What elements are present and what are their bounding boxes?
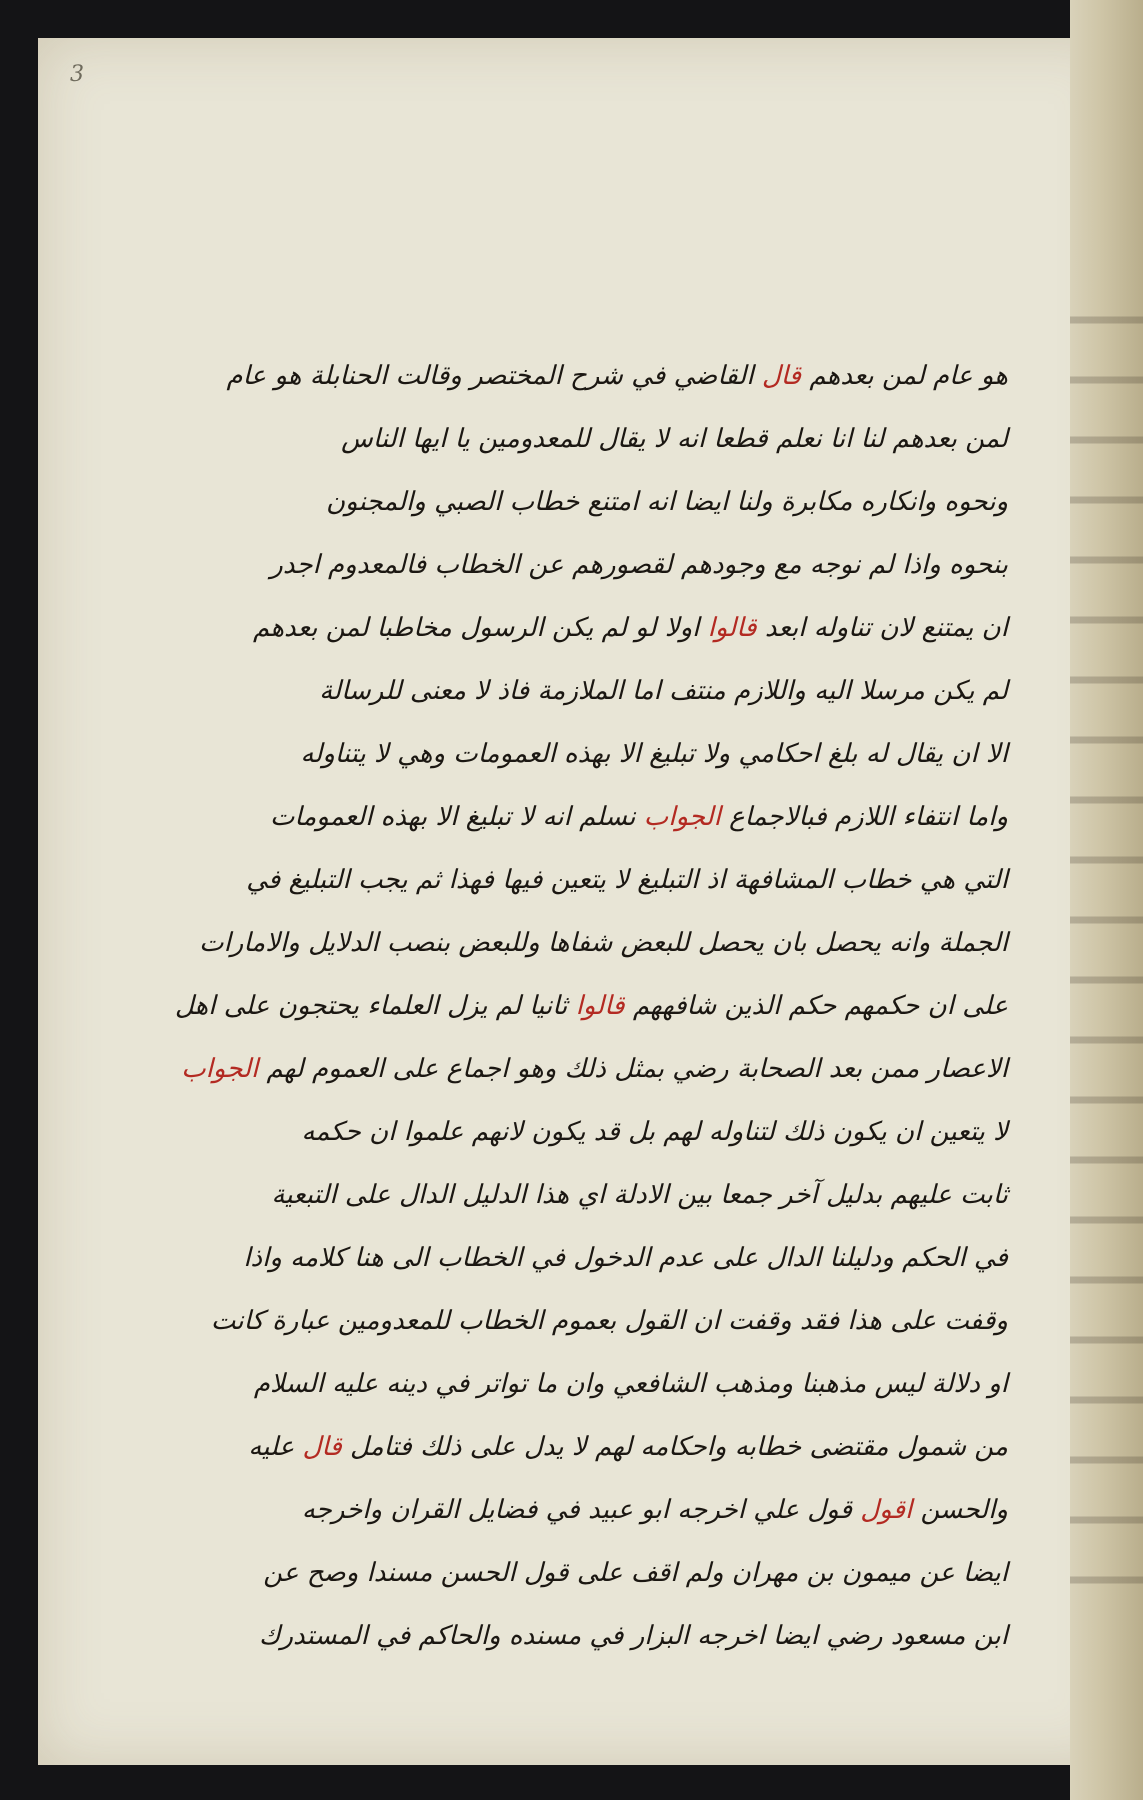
text-segment: ونحوه وانكاره مكابرة ولنا ايضا انه امتنع خطاب الصبي والمجنون xyxy=(325,487,1008,517)
text-line xyxy=(271,1164,1008,1227)
text-line xyxy=(319,660,1008,723)
text-segment: ثابت عليهم بدليل آخر جمعا بين الادلة اي هذا الدليل الدال على التبعية xyxy=(271,1180,1008,1210)
text-segment: ابن مسعود رضي ايضا اخرجه البزار في مسنده والحاكم في المستدرك xyxy=(259,1621,1008,1651)
text-line xyxy=(259,1605,1008,1668)
text-line xyxy=(253,1353,1008,1416)
folio-number: 3 xyxy=(70,62,84,87)
text-segment: نسلم انه لا تبليغ الا بهذه العمومات xyxy=(269,802,644,832)
rubric-word: اقول xyxy=(860,1495,913,1525)
text-segment: في الحكم ودليلنا الدال على عدم الدخول في الخطاب الى هنا كلامه واذا xyxy=(243,1243,1008,1273)
rubric-word: قال xyxy=(761,361,802,391)
text-segment: ان يمتنع لان تناوله ابعد xyxy=(756,613,1008,643)
text-line xyxy=(263,1542,1008,1605)
text-line xyxy=(300,723,1008,786)
text-segment: على ان حكمهم حكم الذين شافههم xyxy=(624,991,1008,1021)
text-line xyxy=(181,1038,1008,1101)
text-segment: التي هي خطاب المشافهة اذ التبليغ لا يتعين فيها فهذا ثم يجب التبليغ في xyxy=(246,865,1008,895)
rubric-word: الجواب xyxy=(181,1054,259,1084)
text-segment: او دلالة ليس مذهبنا ومذهب الشافعي وان ما تواتر في دينه عليه السلام xyxy=(253,1369,1008,1399)
text-segment: قول علي اخرجه ابو عبيد في فضايل القران واخرجه xyxy=(301,1495,861,1525)
rubric-word: قالوا xyxy=(707,613,757,643)
rubric-word: قال xyxy=(302,1432,342,1462)
text-line xyxy=(301,1479,1008,1542)
rubric-word: قالوا xyxy=(575,991,625,1021)
rubric-word: الجواب xyxy=(643,802,721,832)
text-line xyxy=(325,471,1008,534)
text-segment: لم يكن مرسلا اليه واللازم منتف اما الملازمة فاذ لا معنى للرسالة xyxy=(319,676,1008,706)
text-segment: لمن بعدهم لنا انا نعلم قطعا انه لا يقال للمعدومين يا ايها الناس xyxy=(341,424,1008,454)
text-segment: واما انتفاء اللازم فبالاجماع xyxy=(720,802,1008,832)
text-segment: عليه xyxy=(248,1432,303,1462)
text-line xyxy=(199,912,1008,975)
text-line xyxy=(210,1290,1008,1353)
text-segment: الجملة وانه يحصل بان يحصل للبعض شفاها وللبعض بنصب الدلايل والامارات xyxy=(199,928,1008,958)
text-segment: وقفت على هذا فقد وقفت ان القول بعموم الخطاب للمعدومين عبارة كانت xyxy=(210,1306,1008,1336)
text-segment: الا ان يقال له بلغ احكامي ولا تبليغ الا بهذه العمومات وهي لا يتناوله xyxy=(300,739,1008,769)
text-segment: بنحوه واذا لم نوجه مع وجودهم لقصورهم عن الخطاب فالمعدوم اجدر xyxy=(270,550,1008,580)
text-line xyxy=(226,345,1008,408)
text-segment: لا يتعين ان يكون ذلك لتناوله لهم بل قد يكون لانهم علموا ان حكمه xyxy=(301,1117,1008,1147)
text-line xyxy=(174,975,1008,1038)
text-segment: والحسن xyxy=(912,1495,1008,1525)
text-line xyxy=(301,1101,1008,1164)
text-segment: الاعصار ممن بعد الصحابة رضي بمثل ذلك وهو اجماع على العموم لهم xyxy=(258,1054,1008,1084)
adjacent-page-text xyxy=(1070,290,1143,1610)
text-segment: هو عام لمن بعدهم xyxy=(801,361,1008,391)
text-segment: ايضا عن ميمون بن مهران ولم اقف على قول الحسن مسندا وصح عن xyxy=(263,1558,1008,1588)
text-line xyxy=(246,849,1008,912)
text-line xyxy=(269,786,1008,849)
text-segment: ثانيا لم يزل العلماء يحتجون على اهل xyxy=(174,991,576,1021)
text-segment: القاضي في شرح المختصر وقالت الحنابلة هو عام xyxy=(226,361,762,391)
text-line xyxy=(270,534,1008,597)
text-line xyxy=(248,1416,1008,1479)
manuscript-text-block xyxy=(174,345,1008,1668)
text-line xyxy=(341,408,1008,471)
text-line xyxy=(253,597,1008,660)
text-line xyxy=(243,1227,1008,1290)
text-segment: اولا لو لم يكن الرسول مخاطبا لمن بعدهم xyxy=(253,613,708,643)
text-segment: من شمول مقتضى خطابه واحكامه لهم لا يدل على ذلك فتامل xyxy=(341,1432,1008,1462)
